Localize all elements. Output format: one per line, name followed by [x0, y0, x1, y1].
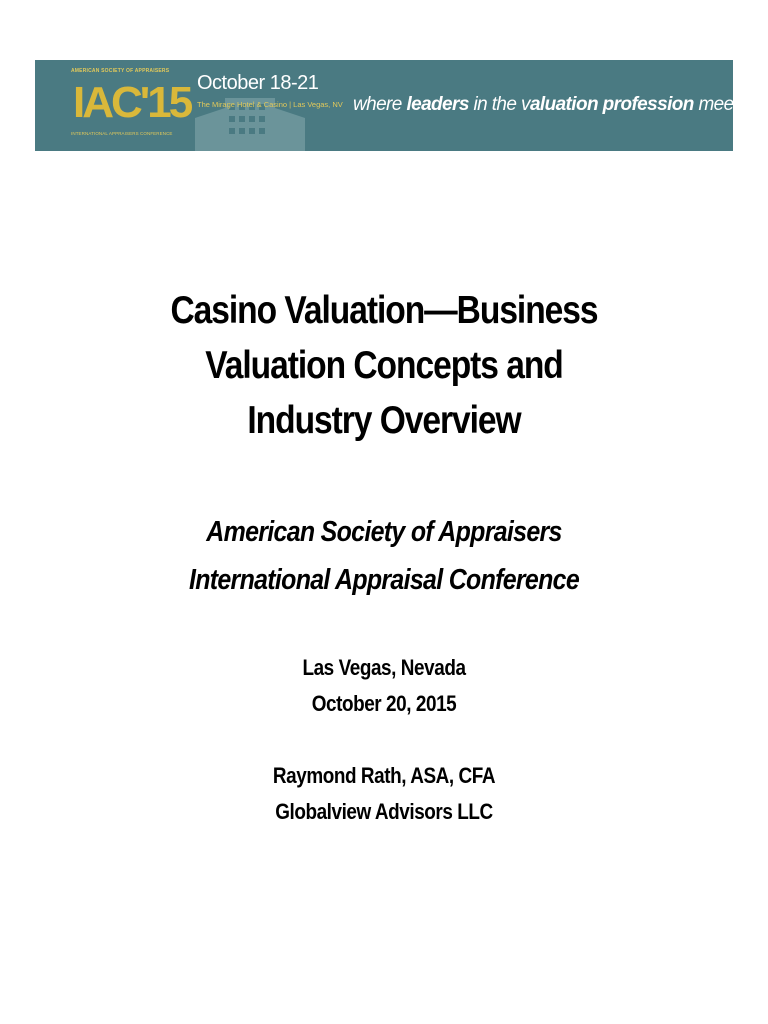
tagline-part-1: where	[353, 94, 407, 115]
logo-top-text: AMERICAN SOCIETY OF APPRAISERS	[71, 68, 170, 74]
title-line-2: Valuation Concepts and	[205, 344, 563, 387]
slide-subtitle	[126, 508, 642, 604]
tagline-part-2: leaders	[406, 94, 469, 115]
logo-bottom-text: INTERNATIONAL APPRAISERS CONFERENCE	[71, 131, 173, 136]
conference-date: October 18-21	[197, 72, 319, 94]
conference-venue: The Mirage Hotel & Casino | Las Vegas, NV	[197, 100, 343, 109]
tagline-part-4: aluation profession	[529, 94, 694, 115]
mirage-building-graphic	[185, 88, 315, 151]
logo-main-text: IAC'15	[73, 78, 191, 127]
event-location-date	[169, 650, 599, 722]
subtitle-line-2: International Appraisal Conference	[188, 564, 580, 596]
location-line: Las Vegas, Nevada	[302, 655, 466, 680]
presenter-company: Globalview Advisors LLC	[275, 799, 493, 824]
tagline-part-3: in the v	[468, 94, 530, 115]
subtitle-line-1: American Society of Appraisers	[206, 516, 562, 548]
iac-logo	[71, 68, 191, 144]
conference-banner	[35, 60, 739, 151]
presenter-name: Raymond Rath, ASA, CFA	[272, 763, 496, 788]
tagline-part-5: meet	[693, 94, 739, 115]
title-line-3: Industry Overview	[247, 399, 521, 442]
slide-title	[126, 283, 642, 448]
conference-tagline	[353, 94, 738, 116]
title-line-1: Casino Valuation—Business	[170, 289, 598, 332]
event-date-line: October 20, 2015	[311, 691, 457, 716]
presenter-info	[169, 758, 599, 830]
